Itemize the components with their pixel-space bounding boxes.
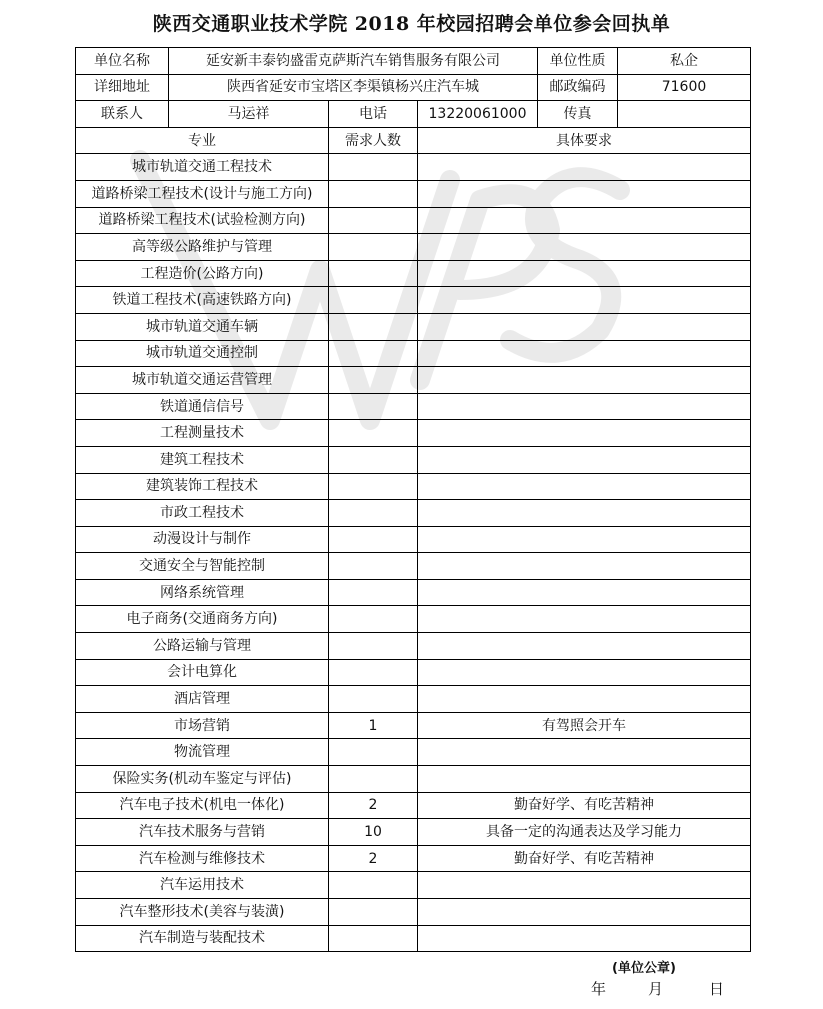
count-cell <box>329 633 418 660</box>
major-cell: 交通安全与智能控制 <box>76 553 329 580</box>
count-cell <box>329 500 418 527</box>
table-row <box>76 633 751 660</box>
major-cell: 酒店管理 <box>76 686 329 713</box>
requirement-cell <box>418 287 751 314</box>
table-row <box>76 526 751 553</box>
table-row <box>76 473 751 500</box>
requirement-cell: 勤奋好学、有吃苦精神 <box>418 792 751 819</box>
requirement-cell <box>418 180 751 207</box>
major-cell: 市场营销 <box>76 712 329 739</box>
table-row <box>76 659 751 686</box>
major-cell: 物流管理 <box>76 739 329 766</box>
document-title: 陕西交通职业技术学院 2018 年校园招聘会单位参会回执单 <box>152 13 671 35</box>
requirement-cell <box>418 446 751 473</box>
count-cell <box>329 473 418 500</box>
major-cell: 汽车整形技术(美容与装潢) <box>76 899 329 926</box>
table-row <box>76 712 751 739</box>
address-value: 陕西省延安市宝塔区李渠镇杨兴庄汽车城 <box>169 74 538 101</box>
count-cell <box>329 766 418 793</box>
requirement-cell <box>418 766 751 793</box>
column-header-count: 需求人数 <box>329 127 418 154</box>
count-cell <box>329 180 418 207</box>
header-row-company <box>76 48 751 75</box>
requirement-cell <box>418 872 751 899</box>
requirement-cell <box>418 260 751 287</box>
table-row <box>76 845 751 872</box>
major-cell: 汽车运用技术 <box>76 872 329 899</box>
major-cell: 建筑工程技术 <box>76 446 329 473</box>
phone-label: 电话 <box>329 101 418 128</box>
major-cell: 工程测量技术 <box>76 420 329 447</box>
major-cell: 铁道通信信号 <box>76 393 329 420</box>
requirement-cell: 有驾照会开车 <box>418 712 751 739</box>
table-row <box>76 446 751 473</box>
registration-form-table <box>75 47 751 952</box>
requirement-cell <box>418 207 751 234</box>
count-cell <box>329 446 418 473</box>
count-cell <box>329 367 418 394</box>
major-cell: 城市轨道交通运营管理 <box>76 367 329 394</box>
table-row <box>76 154 751 181</box>
major-cell: 汽车制造与装配技术 <box>76 925 329 952</box>
date-month-label: 月 <box>648 980 664 998</box>
postcode-value: 71600 <box>618 74 751 101</box>
table-row <box>76 367 751 394</box>
contact-label: 联系人 <box>76 101 169 128</box>
count-cell <box>329 739 418 766</box>
count-cell: 1 <box>329 712 418 739</box>
count-cell <box>329 260 418 287</box>
major-cell: 建筑装饰工程技术 <box>76 473 329 500</box>
major-cell: 城市轨道交通控制 <box>76 340 329 367</box>
table-row <box>76 553 751 580</box>
major-cell: 汽车检测与维修技术 <box>76 845 329 872</box>
company-value: 延安新丰泰钧盛雷克萨斯汽车销售服务有限公司 <box>169 48 538 75</box>
count-cell <box>329 579 418 606</box>
table-row <box>76 899 751 926</box>
major-cell: 道路桥梁工程技术(设计与施工方向) <box>76 180 329 207</box>
requirement-cell <box>418 659 751 686</box>
major-cell: 公路运输与管理 <box>76 633 329 660</box>
column-header-major: 专业 <box>76 127 329 154</box>
table-row <box>76 925 751 952</box>
requirement-cell: 勤奋好学、有吃苦精神 <box>418 845 751 872</box>
table-row <box>76 766 751 793</box>
major-cell: 汽车技术服务与营销 <box>76 819 329 846</box>
count-cell: 10 <box>329 819 418 846</box>
requirement-cell <box>418 899 751 926</box>
count-cell <box>329 872 418 899</box>
major-cell: 汽车电子技术(机电一体化) <box>76 792 329 819</box>
requirement-cell <box>418 553 751 580</box>
fax-value <box>618 101 751 128</box>
major-cell: 城市轨道交通工程技术 <box>76 154 329 181</box>
table-row <box>76 340 751 367</box>
table-row <box>76 579 751 606</box>
date-day-label: 日 <box>709 980 725 998</box>
fax-label: 传真 <box>538 101 618 128</box>
requirement-cell <box>418 154 751 181</box>
table-row <box>76 313 751 340</box>
table-row <box>76 287 751 314</box>
major-cell: 电子商务(交通商务方向) <box>76 606 329 633</box>
requirement-cell: 具备一定的沟通表达及学习能力 <box>418 819 751 846</box>
nature-value: 私企 <box>618 48 751 75</box>
table-row <box>76 500 751 527</box>
major-cell: 动漫设计与制作 <box>76 526 329 553</box>
nature-label: 单位性质 <box>538 48 618 75</box>
count-cell <box>329 899 418 926</box>
requirement-cell <box>418 420 751 447</box>
requirement-cell <box>418 579 751 606</box>
major-cell: 高等级公路维护与管理 <box>76 234 329 261</box>
count-cell <box>329 659 418 686</box>
major-cell: 网络系统管理 <box>76 579 329 606</box>
count-cell <box>329 154 418 181</box>
requirement-cell <box>418 393 751 420</box>
table-row <box>76 819 751 846</box>
count-cell <box>329 207 418 234</box>
requirement-cell <box>418 925 751 952</box>
count-cell <box>329 340 418 367</box>
table-row <box>76 686 751 713</box>
company-label: 单位名称 <box>76 48 169 75</box>
major-cell: 工程造价(公路方向) <box>76 260 329 287</box>
count-cell: 2 <box>329 845 418 872</box>
major-cell: 会计电算化 <box>76 659 329 686</box>
requirement-cell <box>418 633 751 660</box>
requirement-cell <box>418 313 751 340</box>
major-cell: 市政工程技术 <box>76 500 329 527</box>
table-row <box>76 260 751 287</box>
count-cell <box>329 234 418 261</box>
requirement-cell <box>418 340 751 367</box>
table-row <box>76 393 751 420</box>
requirement-cell <box>418 234 751 261</box>
table-row <box>76 872 751 899</box>
count-cell <box>329 393 418 420</box>
table-row <box>76 792 751 819</box>
column-header-requirement: 具体要求 <box>418 127 751 154</box>
count-cell <box>329 526 418 553</box>
company-seal-label: (单位公章) <box>612 961 676 976</box>
contact-value: 马运祥 <box>169 101 329 128</box>
phone-value: 13220061000 <box>418 101 538 128</box>
requirement-cell <box>418 473 751 500</box>
table-row <box>76 606 751 633</box>
header-row-address <box>76 74 751 101</box>
major-cell: 城市轨道交通车辆 <box>76 313 329 340</box>
count-cell <box>329 686 418 713</box>
requirement-cell <box>418 739 751 766</box>
major-cell: 道路桥梁工程技术(试验检测方向) <box>76 207 329 234</box>
table-row <box>76 739 751 766</box>
requirement-cell <box>418 606 751 633</box>
count-cell <box>329 313 418 340</box>
table-row <box>76 420 751 447</box>
count-cell <box>329 606 418 633</box>
major-cell: 铁道工程技术(高速铁路方向) <box>76 287 329 314</box>
major-cell: 保险实务(机动车鉴定与评估) <box>76 766 329 793</box>
table-row <box>76 234 751 261</box>
count-cell <box>329 925 418 952</box>
requirement-cell <box>418 526 751 553</box>
count-cell: 2 <box>329 792 418 819</box>
date-year-label: 年 <box>591 980 607 998</box>
count-cell <box>329 553 418 580</box>
count-cell <box>329 420 418 447</box>
column-header-row <box>76 127 751 154</box>
address-label: 详细地址 <box>76 74 169 101</box>
count-cell <box>329 287 418 314</box>
header-row-contact <box>76 101 751 128</box>
requirement-cell <box>418 500 751 527</box>
table-row <box>76 180 751 207</box>
postcode-label: 邮政编码 <box>538 74 618 101</box>
table-row <box>76 207 751 234</box>
requirement-cell <box>418 686 751 713</box>
requirement-cell <box>418 367 751 394</box>
